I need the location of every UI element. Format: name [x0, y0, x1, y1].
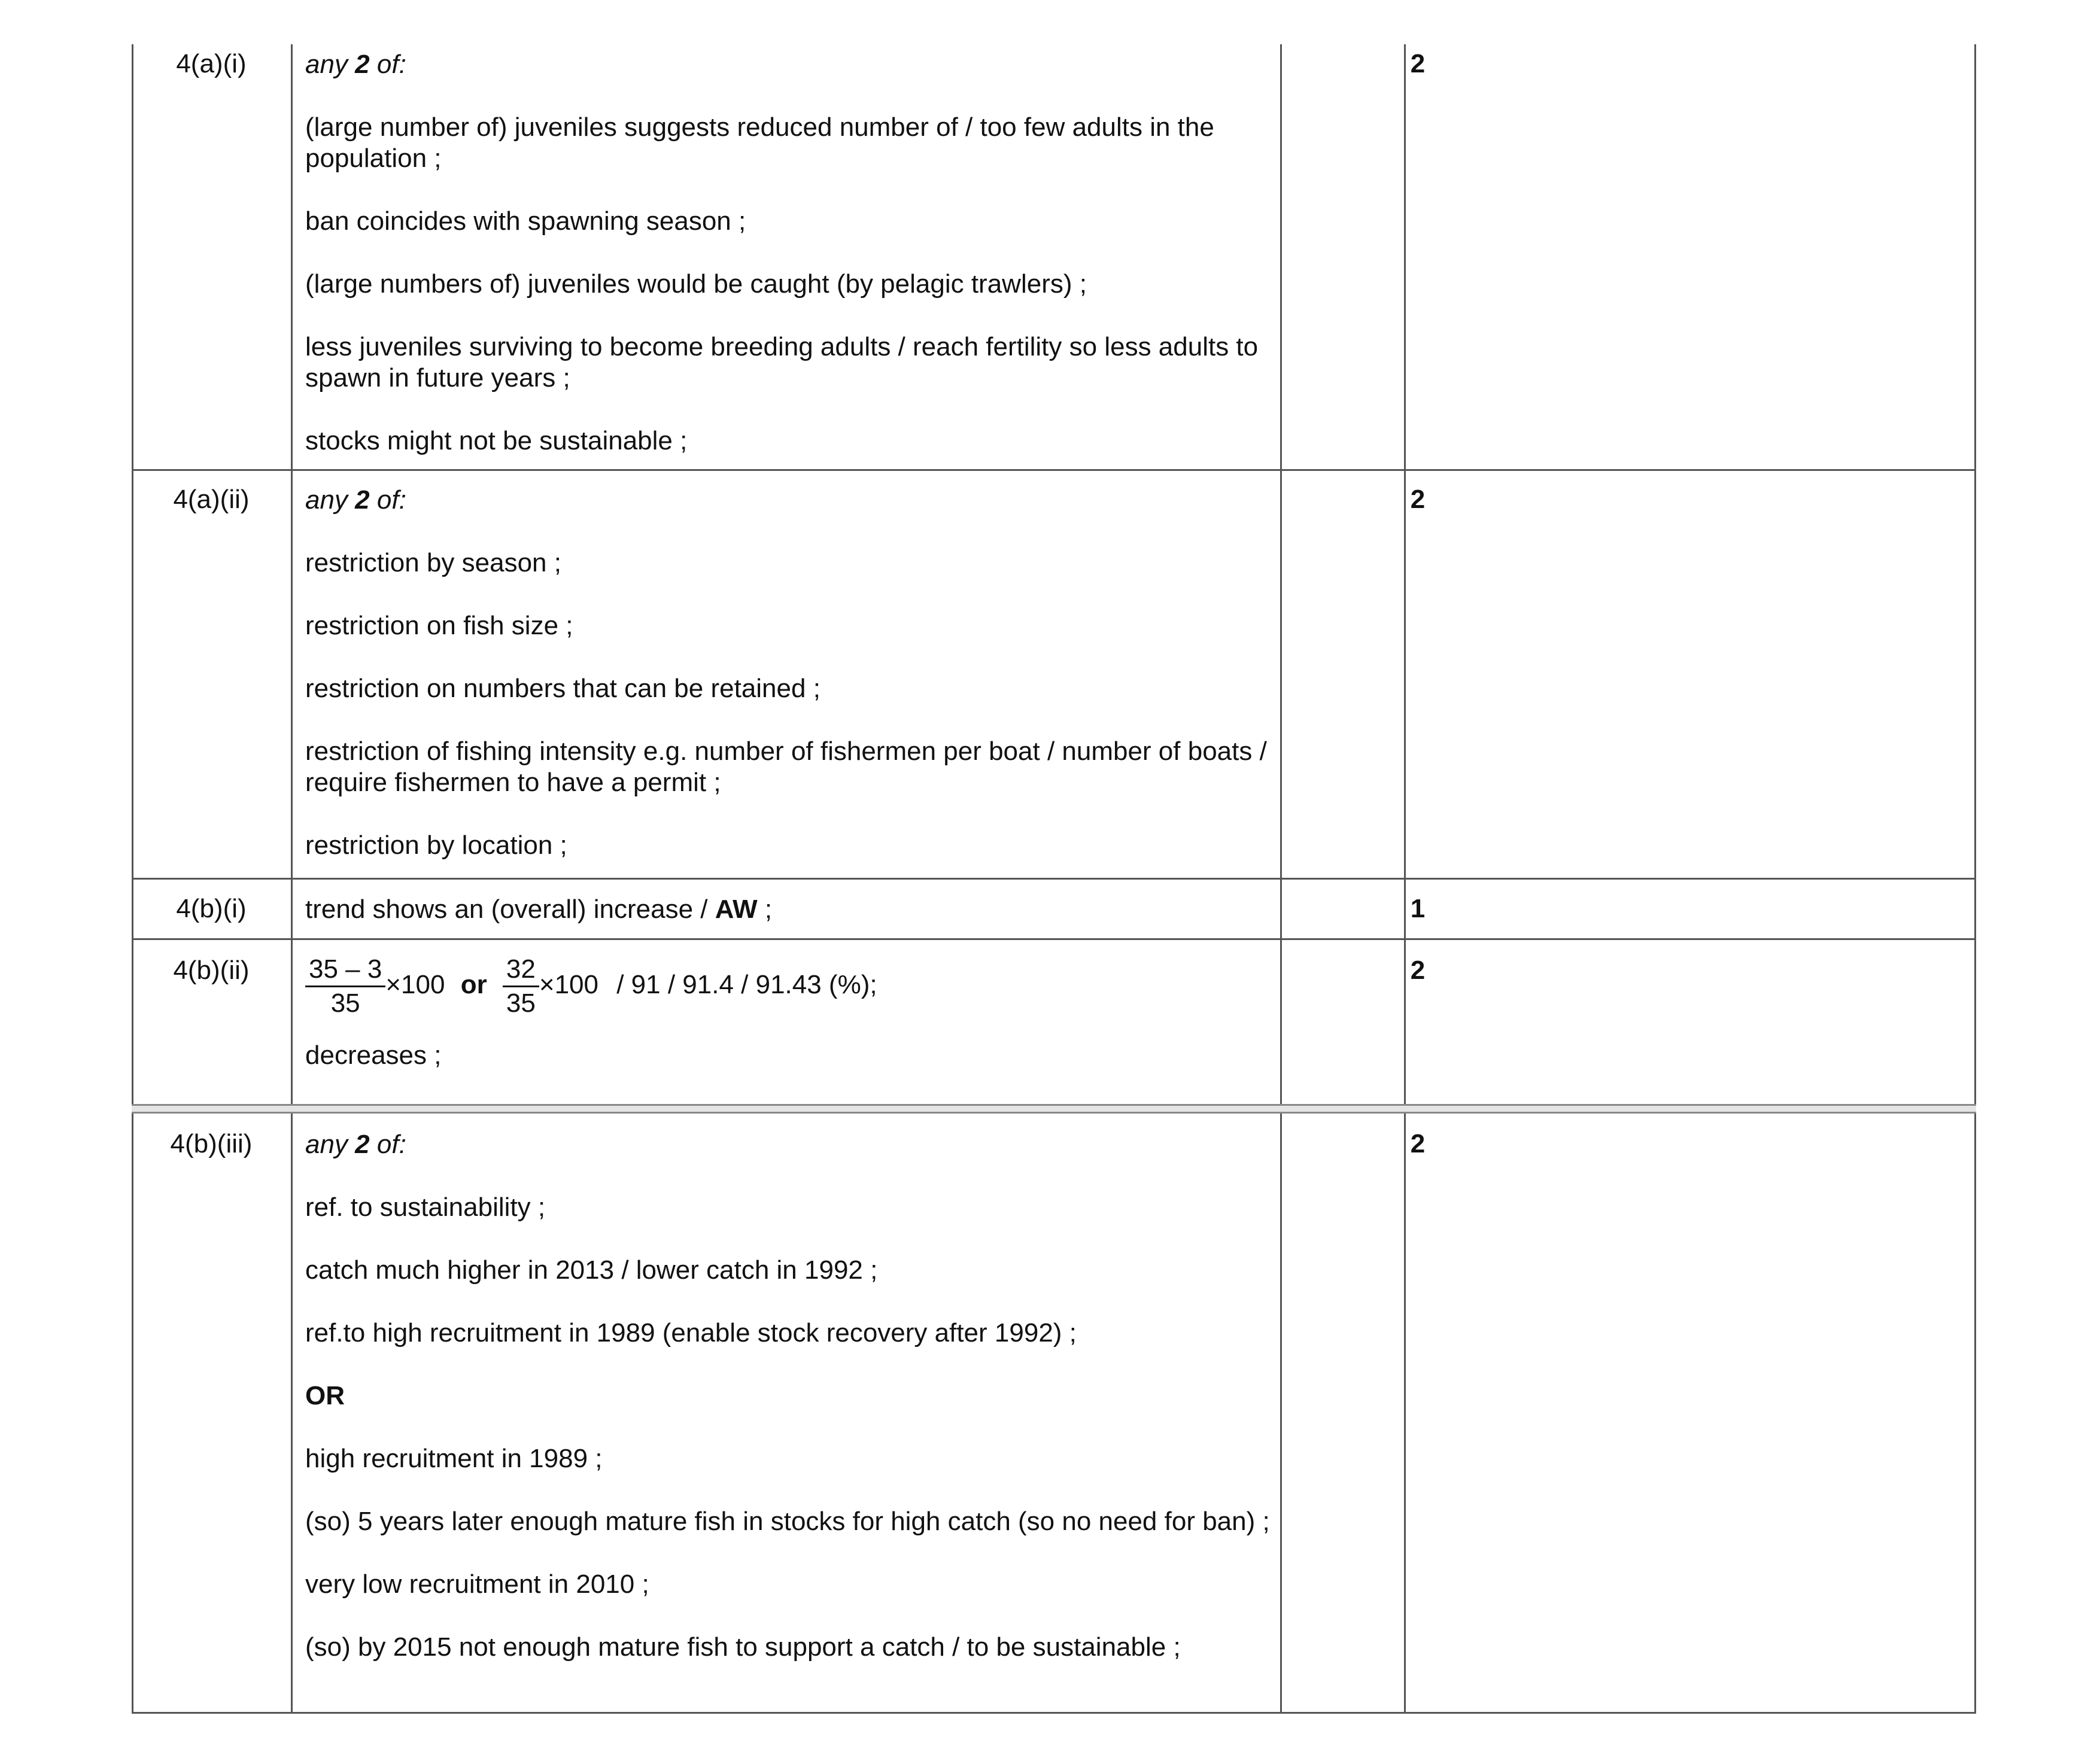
answer-point: restriction on numbers that can be retained ; — [305, 674, 820, 703]
answer-point: restriction on fish size ; — [305, 611, 573, 640]
fraction-numerator: 35 – 3 — [305, 953, 385, 987]
answer-point: restriction by location ; — [305, 831, 567, 860]
intro-count: 2 — [355, 50, 370, 79]
answer-point: restriction of fishing intensity e.g. number of fishermen per boat / number of boats / require fishermen to have a permit ; — [305, 737, 1267, 797]
intro-text: of: — [369, 50, 406, 79]
intro-text: of: — [369, 485, 406, 515]
answer-cell — [305, 894, 1275, 925]
question-number: 4(b)(i) — [176, 894, 247, 923]
row-gap — [132, 1106, 1976, 1112]
question-number: 4(b)(ii) — [173, 956, 250, 985]
intro-text: any — [305, 1130, 355, 1159]
answer-text-bold: AW — [715, 895, 758, 924]
answer-point: ref. to sustainability ; — [305, 1193, 546, 1222]
answer-text: ; — [757, 895, 773, 924]
intro-text: any — [305, 50, 355, 79]
divider — [1404, 1114, 1406, 1714]
or-separator: OR — [305, 1381, 345, 1410]
divider — [1404, 469, 1406, 880]
table-row-4biii — [132, 1114, 1976, 1714]
divider — [1280, 940, 1282, 1104]
divider — [291, 1114, 293, 1714]
divider — [1280, 44, 1282, 469]
answer-cell — [305, 953, 1275, 1071]
answer-point: high recruitment in 1989 ; — [305, 1444, 603, 1473]
answer-point: very low recruitment in 2010 ; — [305, 1570, 649, 1599]
answer-point: (large numbers of) juveniles would be caught (by pelagic trawlers) ; — [305, 269, 1087, 299]
answer-text: trend shows an (overall) increase / — [305, 895, 715, 924]
formula — [305, 953, 1275, 1020]
divider — [1280, 1114, 1282, 1714]
divider — [1974, 880, 1976, 939]
fraction-denominator: 35 — [506, 989, 536, 1018]
answer-point: (so) 5 years later enough mature fish in stocks for high catch (so no need for ban) ; — [305, 1507, 1270, 1536]
marks-cell: 2 — [1410, 1129, 1426, 1158]
multiplier: ×100 — [385, 970, 445, 1000]
answer-cell — [305, 485, 1275, 893]
answer-point: less juveniles surviving to become breeding adults / reach fertility so less adults to spawn in future years ; — [305, 332, 1259, 393]
table-bottom-border — [132, 1712, 1976, 1714]
answer-point: (so) by 2015 not enough mature fish to support a catch / to be sustainable ; — [305, 1632, 1181, 1662]
marks-cell: 1 — [1410, 894, 1426, 923]
multiplier: ×100 — [539, 970, 598, 1000]
intro-text: of: — [369, 1130, 406, 1159]
divider — [291, 940, 293, 1104]
divider — [1974, 44, 1976, 469]
intro-text: any — [305, 485, 355, 515]
result-values: / 91 / 91.4 / 91.43 (%); — [616, 970, 877, 1000]
divider — [1974, 940, 1976, 1104]
divider — [132, 44, 133, 469]
or-word: or — [460, 970, 487, 1000]
answer-intro — [305, 485, 1275, 516]
answer-point: (large number of) juveniles suggests reduced number of / too few adults in the population ; — [305, 112, 1214, 173]
table-row-4bi — [132, 880, 1976, 939]
answer-point: ref.to high recruitment in 1989 (enable stock recovery after 1992) ; — [305, 1318, 1077, 1348]
answer-point: ban coincides with spawning season ; — [305, 206, 746, 236]
question-number: 4(a)(i) — [176, 49, 247, 78]
divider — [132, 469, 133, 880]
table-row-4ai — [132, 44, 1976, 469]
answer-intro — [305, 49, 1275, 80]
answer-point: stocks might not be sustainable ; — [305, 426, 688, 455]
table-row-4bii — [132, 940, 1976, 1104]
answer-point: decreases ; — [305, 1041, 442, 1070]
divider — [1974, 1114, 1976, 1714]
divider — [1974, 469, 1976, 880]
answer-cell — [305, 49, 1275, 488]
divider — [291, 880, 293, 939]
divider — [1280, 880, 1282, 939]
divider — [132, 1114, 133, 1714]
divider — [1404, 44, 1406, 469]
table-row-4aii — [132, 469, 1976, 880]
fraction-denominator: 35 — [330, 989, 360, 1018]
fraction-numerator: 32 — [503, 953, 539, 987]
question-number: 4(a)(ii) — [173, 485, 250, 514]
divider — [291, 469, 293, 880]
answer-intro — [305, 1129, 1275, 1160]
divider — [291, 44, 293, 469]
intro-count: 2 — [355, 485, 370, 515]
marks-cell: 2 — [1410, 49, 1426, 78]
answer-point: restriction by season ; — [305, 548, 561, 577]
answer-cell — [305, 1129, 1275, 1695]
question-number: 4(b)(iii) — [170, 1129, 253, 1158]
intro-count: 2 — [355, 1130, 370, 1159]
fraction — [305, 953, 385, 1020]
marks-cell: 2 — [1410, 485, 1426, 514]
answer-point: catch much higher in 2013 / lower catch in 1992 ; — [305, 1255, 878, 1285]
fraction — [503, 953, 539, 1020]
divider — [1280, 469, 1282, 880]
marks-cell: 2 — [1410, 956, 1426, 985]
